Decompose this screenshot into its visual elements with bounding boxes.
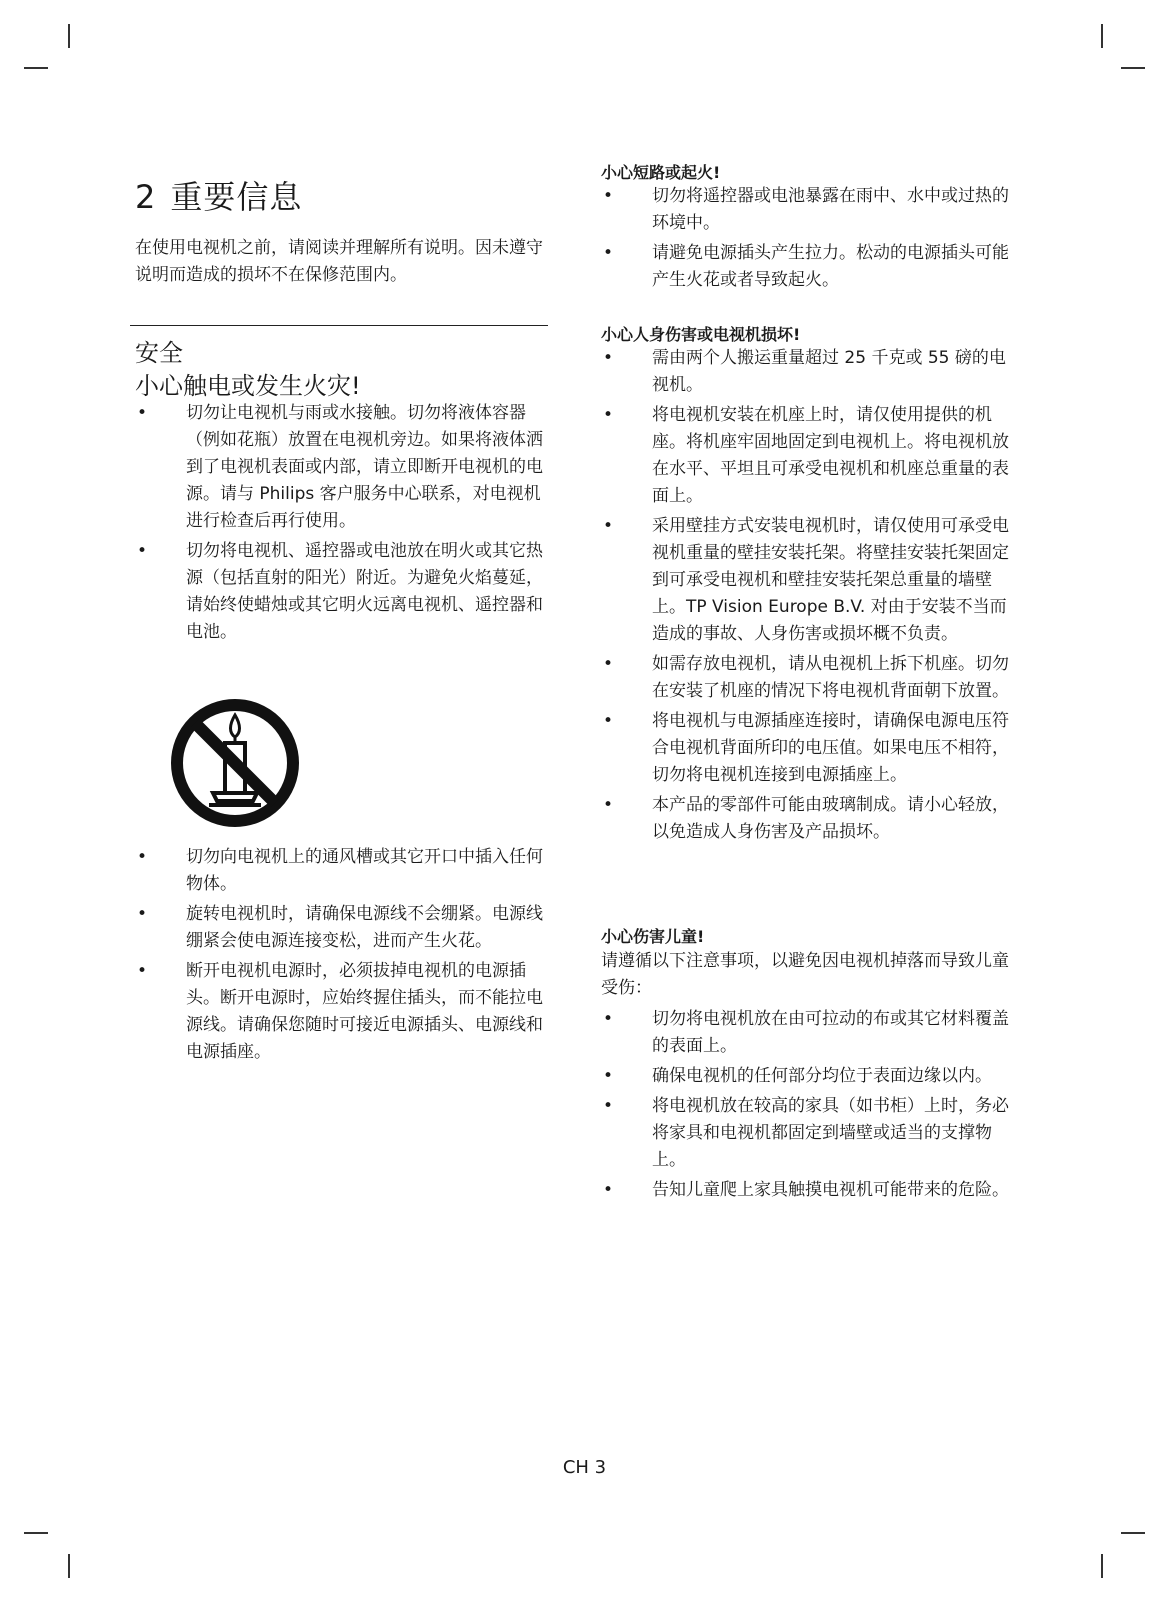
bullet: • bbox=[603, 405, 614, 425]
list-item-text: 采用壁挂方式安装电视机时，请仅使用可承受电视机重量的壁挂安装托架。将壁挂安装托架固定到可承受电视机和壁挂安装托架总重量的墙壁上。TP Vision Europe B.V. 对由于安装不当而造成的事故、人身伤害或损坏概不负责。 bbox=[652, 516, 1009, 644]
section-divider bbox=[130, 325, 548, 326]
list-item-text: 将电视机与电源插座连接时，请确保电源电压符合电视机背面所印的电压值。如果电压不相符，切勿将电视机连接到电源插座上。 bbox=[652, 711, 1009, 785]
list-item-text: 切勿将电视机、遥控器或电池放在明火或其它热源（包括直射的阳光）附近。为避免火焰蔓延，请始终使蜡烛或其它明火远离电视机、遥控器和电池。 bbox=[186, 541, 543, 642]
chapter-title bbox=[135, 172, 302, 218]
bullet: • bbox=[603, 516, 614, 536]
section-title-safety: 安全 bbox=[135, 339, 183, 367]
list-item bbox=[135, 844, 545, 898]
page-number: CH 3 bbox=[562, 1457, 607, 1478]
bullet: • bbox=[137, 961, 148, 981]
list-item bbox=[601, 1063, 1011, 1090]
list-item-text: 断开电视机电源时，必须拔掉电视机的电源插头。断开电源时，应始终握住插头，而不能拉电源线。请确保您随时可接近电源插头、电源线和电源插座。 bbox=[186, 961, 543, 1062]
crop-mark bbox=[1121, 1532, 1145, 1534]
bullet: • bbox=[137, 904, 148, 924]
crop-mark bbox=[24, 1532, 48, 1534]
bullet: • bbox=[603, 1180, 614, 1200]
crop-mark bbox=[24, 67, 48, 69]
list-item-text: 切勿让电视机与雨或水接触。切勿将液体容器（例如花瓶）放置在电视机旁边。如果将液体洒到了电视机表面或内部，请立即断开电视机的电源。请与 Philips 客户服务中心联系，对电视机进行检查后再行使用。 bbox=[186, 403, 543, 531]
crop-mark bbox=[68, 1554, 70, 1578]
list-item bbox=[601, 183, 1011, 237]
warning-title-short-circuit: 小心短路或起火! bbox=[601, 163, 721, 182]
warning-title-injury: 小心人身伤害或电视机损坏! bbox=[601, 325, 801, 344]
list-item-text: 切勿向电视机上的通风槽或其它开口中插入任何物体。 bbox=[186, 847, 543, 894]
crop-mark bbox=[1121, 67, 1145, 69]
list-item bbox=[601, 1177, 1011, 1204]
list-item-text: 如需存放电视机，请从电视机上拆下机座。切勿在安装了机座的情况下将电视机背面朝下放置。 bbox=[652, 654, 1009, 701]
list-item bbox=[601, 402, 1017, 510]
list-item bbox=[601, 1006, 1011, 1060]
list-item bbox=[135, 400, 545, 535]
list-item-text: 告知儿童爬上家具触摸电视机可能带来的危险。 bbox=[652, 1180, 1009, 1200]
list-item bbox=[601, 1093, 1011, 1174]
crop-mark bbox=[1101, 24, 1103, 48]
list-item-text: 旋转电视机时，请确保电源线不会绷紧。电源线绷紧会使电源连接变松，进而产生火花。 bbox=[186, 904, 543, 951]
chapter-title-text: 重要信息 bbox=[170, 178, 303, 216]
bullet: • bbox=[137, 541, 148, 561]
list-item-text: 将电视机安装在机座上时，请仅使用提供的机座。将机座牢固地固定到电视机上。将电视机放在水平、平坦且可承受电视机和机座总重量的表面上。 bbox=[652, 405, 1009, 506]
crop-mark bbox=[68, 24, 70, 48]
bullet: • bbox=[603, 348, 614, 368]
bullet: • bbox=[603, 1009, 614, 1029]
list-item bbox=[135, 901, 545, 955]
list-item-text: 将电视机放在较高的家具（如书柜）上时，务必将家具和电视机都固定到墙壁或适当的支撑物上。 bbox=[652, 1096, 1009, 1170]
list-item bbox=[601, 513, 1017, 648]
bullet: • bbox=[603, 795, 614, 815]
chapter-number: 2 bbox=[135, 178, 157, 216]
injury-list bbox=[601, 345, 1017, 849]
list-item-text: 需由两个人搬运重量超过 25 千克或 55 磅的电视机。 bbox=[652, 348, 1006, 395]
list-item-text: 切勿将电视机放在由可拉动的布或其它材料覆盖的表面上。 bbox=[652, 1009, 1009, 1056]
list-item bbox=[601, 651, 1017, 705]
bullet: • bbox=[603, 1096, 614, 1116]
bullet: • bbox=[137, 847, 148, 867]
list-item bbox=[601, 792, 1017, 846]
crop-mark bbox=[1101, 1554, 1103, 1578]
bullet: • bbox=[603, 243, 614, 263]
bullet: • bbox=[603, 654, 614, 674]
warning-title-fire-shock: 小心触电或发生火灾! bbox=[135, 372, 361, 400]
fire-shock-list-2 bbox=[135, 844, 545, 1069]
list-item bbox=[135, 958, 545, 1066]
warning-title-children: 小心伤害儿童! bbox=[601, 927, 705, 946]
list-item bbox=[601, 345, 1017, 399]
bullet: • bbox=[137, 403, 148, 423]
bullet: • bbox=[603, 1066, 614, 1086]
list-item-text: 切勿将遥控器或电池暴露在雨中、水中或过热的环境中。 bbox=[652, 186, 1009, 233]
list-item-text: 本产品的零部件可能由玻璃制成。请小心轻放，以免造成人身伤害及产品损坏。 bbox=[652, 795, 1009, 842]
intro-paragraph: 在使用电视机之前，请阅读并理解所有说明。因未遵守说明而造成的损坏不在保修范围内。 bbox=[135, 238, 543, 285]
list-item-text: 确保电视机的任何部分均位于表面边缘以内。 bbox=[652, 1066, 992, 1086]
list-item bbox=[135, 538, 545, 646]
bullet: • bbox=[603, 186, 614, 206]
children-intro: 请遵循以下注意事项，以避免因电视机掉落而导致儿童受伤： bbox=[601, 951, 1009, 998]
no-candle-icon bbox=[169, 697, 301, 829]
fire-shock-list-1 bbox=[135, 400, 545, 649]
short-circuit-list bbox=[601, 183, 1011, 297]
bullet: • bbox=[603, 711, 614, 731]
list-item bbox=[601, 708, 1017, 789]
children-list bbox=[601, 1006, 1011, 1207]
list-item bbox=[601, 240, 1011, 294]
list-item-text: 请避免电源插头产生拉力。松动的电源插头可能产生火花或者导致起火。 bbox=[652, 243, 1009, 290]
